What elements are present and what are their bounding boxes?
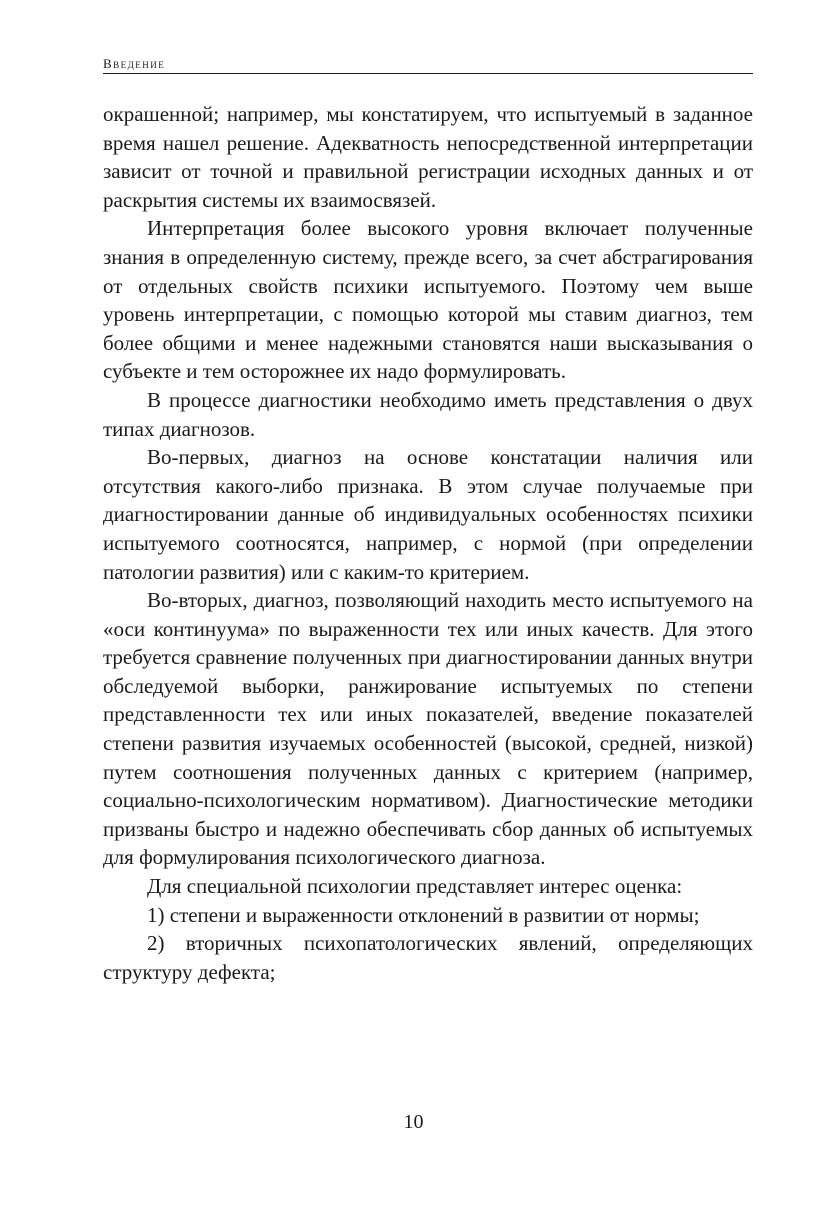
paragraph-4: Во-первых, диагноз на основе констатации наличия или отсутствия какого-либо признака. В этом случае получаемые при диагностировании данные об индивидуальных особенностях психики испытуемого соотносятся, например, с нормой (при определении патологии развития) или с каким-то критерием. — [103, 445, 753, 584]
paragraph-3: В процессе диагностики необходимо иметь представления о двух типах диагнозов. — [103, 387, 753, 441]
page-number: 10 — [403, 1111, 424, 1133]
paragraph-6: Для специальной психологии представляет интерес оценка: — [147, 874, 683, 899]
list-item-2: 2) вторичных психопатологических явлений, определяющих структуру дефекта; — [103, 931, 753, 984]
paragraph-2: Интерпретация более высокого уровня включает полученные знания в определенную систему, прежде всего, за счет абстрагирования от отдельных свойств психики испытуемого. Поэтому чем выше уровень интерпретации, с помощью которой мы ставим диагноз, тем более общими и менее надежными становятся наши высказывания о субъекте и тем осторожнее их надо формулировать. — [103, 216, 753, 384]
running-head — [103, 56, 753, 74]
paragraph-1: окрашенной; например, мы констатируем, что испытуемый в заданное время нашел решение. Адекватность непосредственной интерпретации зависит от точной и правильной регистрации исходных данных и от раскрытия системы их взаимосвязей. — [103, 102, 753, 212]
section-title: Введение — [103, 56, 166, 71]
list-item-1: 1) степени и выраженности отклонений в развитии от нормы; — [147, 902, 700, 927]
main-text — [103, 100, 753, 986]
paragraph-5: Во-вторых, диагноз, позволяющий находить место испытуемого на «оси континуума» по выраженности тех или иных качеств. Для этого требуется сравнение полученных при диагностировании данных внутри обследуемой выборки, ранжирование испытуемых по степени представленности тех или иных показателей, введение показателей степени развития изучаемых особенностей (высокой, средней, низкой) путем соотношения полученных данных с критерием (например, социально-психологическим нормативом). Диагностические методики призваны быстро и надежно обеспечивать сбор данных об испытуемых для формулирования психологического диагноза. — [103, 588, 753, 870]
